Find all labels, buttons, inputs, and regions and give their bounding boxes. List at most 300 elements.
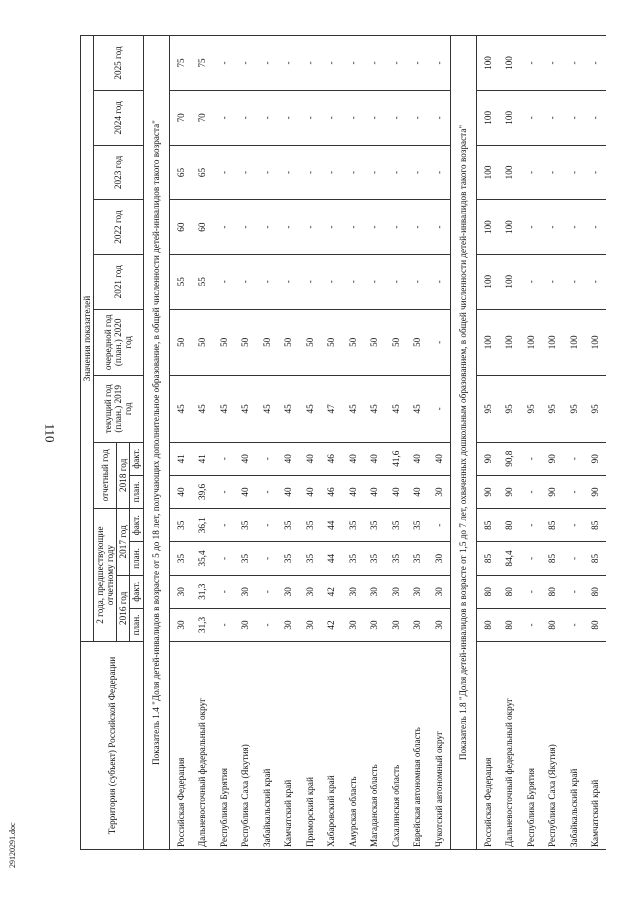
value-cell: 60 (192, 200, 214, 255)
table-row (520, 36, 542, 850)
value-cell: 50 (213, 309, 235, 376)
value-cell: 80 (499, 509, 521, 542)
value-cell: 80 (499, 575, 521, 608)
value-cell: - (407, 145, 429, 200)
value-cell: - (407, 254, 429, 309)
header-two-years: 2 года, предшествующие отчетному году (94, 509, 117, 642)
value-cell: 50 (170, 309, 192, 376)
table-row (563, 36, 585, 850)
value-cell: 60 (170, 200, 192, 255)
table-row (428, 36, 450, 850)
value-cell: 40 (235, 475, 257, 508)
value-cell: - (235, 36, 257, 91)
territory-name: Приморский край (299, 642, 321, 850)
value-cell: 35 (278, 542, 300, 575)
territory-name: Сахалинская область (385, 642, 407, 850)
value-cell: 50 (385, 309, 407, 376)
territory-name: Еврейская автономная область (407, 642, 429, 850)
value-cell: - (520, 542, 542, 575)
value-cell: 35 (170, 542, 192, 575)
value-cell: 30 (342, 608, 364, 641)
table-row (407, 36, 429, 850)
value-cell: - (299, 145, 321, 200)
value-cell: 65 (170, 145, 192, 200)
value-cell: 40 (299, 442, 321, 475)
territory-name: Амурская область (342, 642, 364, 850)
table-row (170, 36, 192, 850)
table-row (585, 36, 607, 850)
value-cell: 40 (299, 475, 321, 508)
value-cell: - (585, 91, 607, 146)
value-cell: - (213, 200, 235, 255)
territory-name: Забайкальский край (563, 642, 585, 850)
value-cell: - (385, 145, 407, 200)
value-cell: 40 (407, 442, 429, 475)
value-cell: 100 (477, 36, 499, 91)
value-cell: 80 (542, 608, 564, 641)
value-cell: 100 (563, 309, 585, 376)
territory-name: Республика Саха (Якутия) (542, 642, 564, 850)
header-plan: план. (130, 475, 143, 508)
table-row (192, 36, 214, 850)
value-cell: 100 (477, 309, 499, 376)
page-number: 110 (42, 423, 58, 443)
header-values: Значения показателей (81, 36, 94, 642)
table-row (499, 36, 521, 850)
value-cell: - (428, 145, 450, 200)
value-cell: - (321, 145, 343, 200)
value-cell: 45 (170, 376, 192, 443)
value-cell: 40 (364, 475, 386, 508)
value-cell: - (520, 442, 542, 475)
territory-name: Республика Бурятия (520, 642, 542, 850)
value-cell: 95 (499, 376, 521, 443)
value-cell: - (256, 254, 278, 309)
value-cell: 45 (278, 376, 300, 443)
value-cell: - (213, 91, 235, 146)
value-cell: - (585, 200, 607, 255)
value-cell: 30 (428, 542, 450, 575)
value-cell: - (321, 36, 343, 91)
value-cell: 90 (499, 475, 521, 508)
header-plan: план. (130, 542, 143, 575)
value-cell: 40 (428, 442, 450, 475)
value-cell: - (278, 200, 300, 255)
value-cell: 42 (321, 575, 343, 608)
value-cell: - (235, 91, 257, 146)
value-cell: 100 (499, 36, 521, 91)
header-plan: план. (130, 608, 143, 641)
value-cell: 35 (170, 509, 192, 542)
value-cell: - (428, 91, 450, 146)
value-cell: 100 (499, 145, 521, 200)
value-cell: - (585, 254, 607, 309)
value-cell: - (520, 200, 542, 255)
value-cell: 40 (364, 442, 386, 475)
header-2016: 2016 год (117, 575, 130, 642)
value-cell: - (256, 91, 278, 146)
value-cell: - (542, 91, 564, 146)
value-cell: - (428, 36, 450, 91)
value-cell: - (256, 575, 278, 608)
value-cell: 70 (170, 91, 192, 146)
value-cell: - (213, 608, 235, 641)
value-cell: - (428, 200, 450, 255)
value-cell: - (563, 91, 585, 146)
value-cell: 30 (235, 608, 257, 641)
value-cell: - (256, 145, 278, 200)
value-cell: 50 (256, 309, 278, 376)
value-cell: 90 (542, 475, 564, 508)
value-cell: - (321, 254, 343, 309)
value-cell: - (542, 145, 564, 200)
value-cell: 35,4 (192, 542, 214, 575)
value-cell: 30 (299, 575, 321, 608)
territory-name: Чукотский автономный округ (428, 642, 450, 850)
territory-name: Забайкальский край (256, 642, 278, 850)
value-cell: - (585, 36, 607, 91)
value-cell: 45 (256, 376, 278, 443)
value-cell: 80 (585, 608, 607, 641)
value-cell: 85 (585, 509, 607, 542)
value-cell: 35 (364, 542, 386, 575)
value-cell: 90 (477, 442, 499, 475)
table-row (278, 36, 300, 850)
value-cell: - (385, 200, 407, 255)
value-cell: 95 (585, 376, 607, 443)
value-cell: - (342, 200, 364, 255)
document-code: 29120291.doc (8, 822, 17, 868)
table-row (256, 36, 278, 850)
value-cell: 35 (299, 509, 321, 542)
value-cell: - (299, 200, 321, 255)
value-cell: - (278, 91, 300, 146)
indicators-table (80, 35, 606, 850)
value-cell: - (520, 145, 542, 200)
value-cell: - (213, 475, 235, 508)
value-cell: - (299, 36, 321, 91)
value-cell: 55 (192, 254, 214, 309)
territory-name: Камчатский край (585, 642, 607, 850)
value-cell: 95 (520, 376, 542, 443)
value-cell: 45 (342, 376, 364, 443)
header-reporting: отчетный год (94, 442, 117, 509)
value-cell: - (342, 145, 364, 200)
value-cell: - (585, 145, 607, 200)
value-cell: 40 (170, 475, 192, 508)
value-cell: 100 (499, 200, 521, 255)
value-cell: 50 (321, 309, 343, 376)
value-cell: - (321, 200, 343, 255)
value-cell: 85 (542, 509, 564, 542)
value-cell: 80 (499, 608, 521, 641)
section-title: Показатель 1.4 "Доля детей-инвалидов в возрасте от 5 до 18 лет, получающих дополнительное образование, в общей численности детей-инвалидов такого возраста" (143, 36, 170, 850)
header-fact: факт. (130, 575, 143, 608)
value-cell: - (256, 200, 278, 255)
value-cell: 30 (170, 575, 192, 608)
value-cell: - (542, 254, 564, 309)
table-row (342, 36, 364, 850)
territory-name: Республика Бурятия (213, 642, 235, 850)
value-cell: - (563, 608, 585, 641)
value-cell: 41 (170, 442, 192, 475)
value-cell: 100 (477, 91, 499, 146)
value-cell: - (364, 36, 386, 91)
value-cell: 50 (342, 309, 364, 376)
value-cell: 30 (235, 575, 257, 608)
value-cell: 80 (585, 575, 607, 608)
value-cell: - (364, 91, 386, 146)
value-cell: 40 (342, 475, 364, 508)
value-cell: - (520, 254, 542, 309)
value-cell: - (428, 509, 450, 542)
table-row (477, 36, 499, 850)
value-cell: 46 (321, 442, 343, 475)
value-cell: - (385, 36, 407, 91)
value-cell: - (563, 442, 585, 475)
value-cell: 47 (321, 376, 343, 443)
value-cell: - (342, 254, 364, 309)
value-cell: 41 (192, 442, 214, 475)
value-cell: 40 (235, 442, 257, 475)
value-cell: 35 (342, 542, 364, 575)
territory-name: Российская Федерация (477, 642, 499, 850)
value-cell: - (407, 200, 429, 255)
value-cell: - (385, 91, 407, 146)
value-cell: 35 (385, 542, 407, 575)
header-2024: 2024 год (94, 91, 143, 146)
value-cell: 35 (364, 509, 386, 542)
value-cell: 50 (299, 309, 321, 376)
value-cell: 80 (477, 608, 499, 641)
value-cell: 30 (428, 608, 450, 641)
header-2022: 2022 год (94, 200, 143, 255)
value-cell: - (278, 36, 300, 91)
value-cell: - (428, 254, 450, 309)
value-cell: 100 (499, 254, 521, 309)
value-cell: 50 (407, 309, 429, 376)
value-cell: 30 (385, 575, 407, 608)
value-cell: - (213, 442, 235, 475)
table-row (213, 36, 235, 850)
value-cell: 30 (407, 608, 429, 641)
value-cell: 35 (235, 509, 257, 542)
value-cell: - (256, 542, 278, 575)
value-cell: 30 (278, 608, 300, 641)
value-cell: - (407, 91, 429, 146)
table-row (235, 36, 257, 850)
value-cell: - (563, 254, 585, 309)
value-cell: - (342, 36, 364, 91)
value-cell: 40 (278, 442, 300, 475)
value-cell: 30 (170, 608, 192, 641)
value-cell: 46 (321, 475, 343, 508)
value-cell: 30 (342, 575, 364, 608)
value-cell: 45 (385, 376, 407, 443)
value-cell: - (342, 91, 364, 146)
value-cell: - (256, 509, 278, 542)
value-cell: 85 (477, 509, 499, 542)
value-cell: - (213, 542, 235, 575)
value-cell: - (520, 509, 542, 542)
value-cell: 39,6 (192, 475, 214, 508)
value-cell: - (364, 200, 386, 255)
value-cell: 30 (428, 575, 450, 608)
value-cell: - (563, 145, 585, 200)
value-cell: 95 (477, 376, 499, 443)
value-cell: - (278, 145, 300, 200)
header-fact: факт. (130, 442, 143, 475)
header-2023: 2023 год (94, 145, 143, 200)
value-cell: 31,3 (192, 575, 214, 608)
value-cell: - (428, 376, 450, 443)
value-cell: 50 (192, 309, 214, 376)
table-row (321, 36, 343, 850)
value-cell: 75 (170, 36, 192, 91)
value-cell: 35 (235, 542, 257, 575)
value-cell: 85 (585, 542, 607, 575)
value-cell: 90 (585, 442, 607, 475)
value-cell: - (321, 91, 343, 146)
value-cell: 41,6 (385, 442, 407, 475)
value-cell: 100 (477, 145, 499, 200)
value-cell: 100 (585, 309, 607, 376)
value-cell: 45 (235, 376, 257, 443)
value-cell: - (299, 254, 321, 309)
value-cell: - (407, 36, 429, 91)
value-cell: - (256, 442, 278, 475)
value-cell: 30 (299, 608, 321, 641)
header-territory: Территория (субъект) Российской Федерации (81, 642, 144, 850)
header-2021: 2021 год (94, 254, 143, 309)
value-cell: 30 (385, 608, 407, 641)
value-cell: 30 (364, 575, 386, 608)
value-cell: - (520, 91, 542, 146)
value-cell: - (235, 254, 257, 309)
value-cell: 100 (520, 309, 542, 376)
value-cell: 85 (542, 542, 564, 575)
value-cell: 50 (278, 309, 300, 376)
value-cell: - (563, 575, 585, 608)
value-cell: 90 (585, 475, 607, 508)
value-cell: 90,8 (499, 442, 521, 475)
table-row (299, 36, 321, 850)
value-cell: 35 (407, 542, 429, 575)
value-cell: - (235, 200, 257, 255)
table-row (364, 36, 386, 850)
value-cell: 95 (563, 376, 585, 443)
value-cell: - (213, 145, 235, 200)
value-cell: - (520, 475, 542, 508)
territory-name: Дальневосточный федеральный округ (192, 642, 214, 850)
value-cell: 95 (542, 376, 564, 443)
value-cell: 35 (342, 509, 364, 542)
value-cell: - (520, 36, 542, 91)
value-cell: - (563, 200, 585, 255)
territory-name: Дальневосточный федеральный округ (499, 642, 521, 850)
value-cell: 35 (385, 509, 407, 542)
value-cell: 65 (192, 145, 214, 200)
header-current: текущий год (план.) 2019 год (94, 376, 143, 443)
header-2017: 2017 год (117, 509, 130, 576)
value-cell: 40 (342, 442, 364, 475)
territory-name: Магаданская область (364, 642, 386, 850)
table-row (385, 36, 407, 850)
value-cell: 45 (364, 376, 386, 443)
value-cell: 42 (321, 608, 343, 641)
value-cell: 100 (499, 309, 521, 376)
value-cell: 30 (364, 608, 386, 641)
value-cell: 45 (299, 376, 321, 443)
value-cell: 50 (235, 309, 257, 376)
value-cell: 40 (278, 475, 300, 508)
value-cell: 80 (542, 575, 564, 608)
value-cell: - (563, 475, 585, 508)
value-cell: 80 (477, 575, 499, 608)
value-cell: - (364, 254, 386, 309)
value-cell: - (299, 91, 321, 146)
value-cell: - (213, 509, 235, 542)
value-cell: 44 (321, 509, 343, 542)
rotated-table-container (80, 35, 640, 850)
territory-name: Республика Саха (Якутия) (235, 642, 257, 850)
value-cell: 100 (477, 254, 499, 309)
value-cell: 35 (407, 509, 429, 542)
table-row (542, 36, 564, 850)
value-cell: 35 (299, 542, 321, 575)
value-cell: 35 (278, 509, 300, 542)
value-cell: 90 (477, 475, 499, 508)
value-cell: 50 (364, 309, 386, 376)
value-cell: - (256, 608, 278, 641)
value-cell: 55 (170, 254, 192, 309)
value-cell: - (385, 254, 407, 309)
value-cell: 36,1 (192, 509, 214, 542)
value-cell: - (364, 145, 386, 200)
value-cell: - (213, 36, 235, 91)
value-cell: - (213, 575, 235, 608)
table-body (143, 36, 606, 850)
value-cell: - (563, 509, 585, 542)
value-cell: - (256, 36, 278, 91)
value-cell: - (428, 309, 450, 376)
value-cell: 45 (407, 376, 429, 443)
value-cell: - (563, 36, 585, 91)
value-cell: 30 (407, 575, 429, 608)
value-cell: - (542, 36, 564, 91)
value-cell: 70 (192, 91, 214, 146)
value-cell: 31,3 (192, 608, 214, 641)
value-cell: - (278, 254, 300, 309)
value-cell: - (520, 575, 542, 608)
value-cell: 100 (542, 309, 564, 376)
value-cell: - (256, 475, 278, 508)
value-cell: 100 (477, 200, 499, 255)
value-cell: - (542, 200, 564, 255)
value-cell: 45 (192, 376, 214, 443)
value-cell: 30 (278, 575, 300, 608)
header-2025: 2025 год (94, 36, 143, 91)
value-cell: 100 (499, 91, 521, 146)
header-2018: 2018 год (117, 442, 130, 509)
value-cell: - (520, 608, 542, 641)
header-fact: факт. (130, 509, 143, 542)
value-cell: 90 (542, 442, 564, 475)
value-cell: - (563, 542, 585, 575)
value-cell: 75 (192, 36, 214, 91)
section-title: Показатель 1.8 "Доля детей-инвалидов в возрасте от 1,5 до 7 лет, охваченных дошкольным образованием, в общей численности детей-инвалидов такого возраста" (450, 36, 477, 850)
value-cell: - (213, 254, 235, 309)
